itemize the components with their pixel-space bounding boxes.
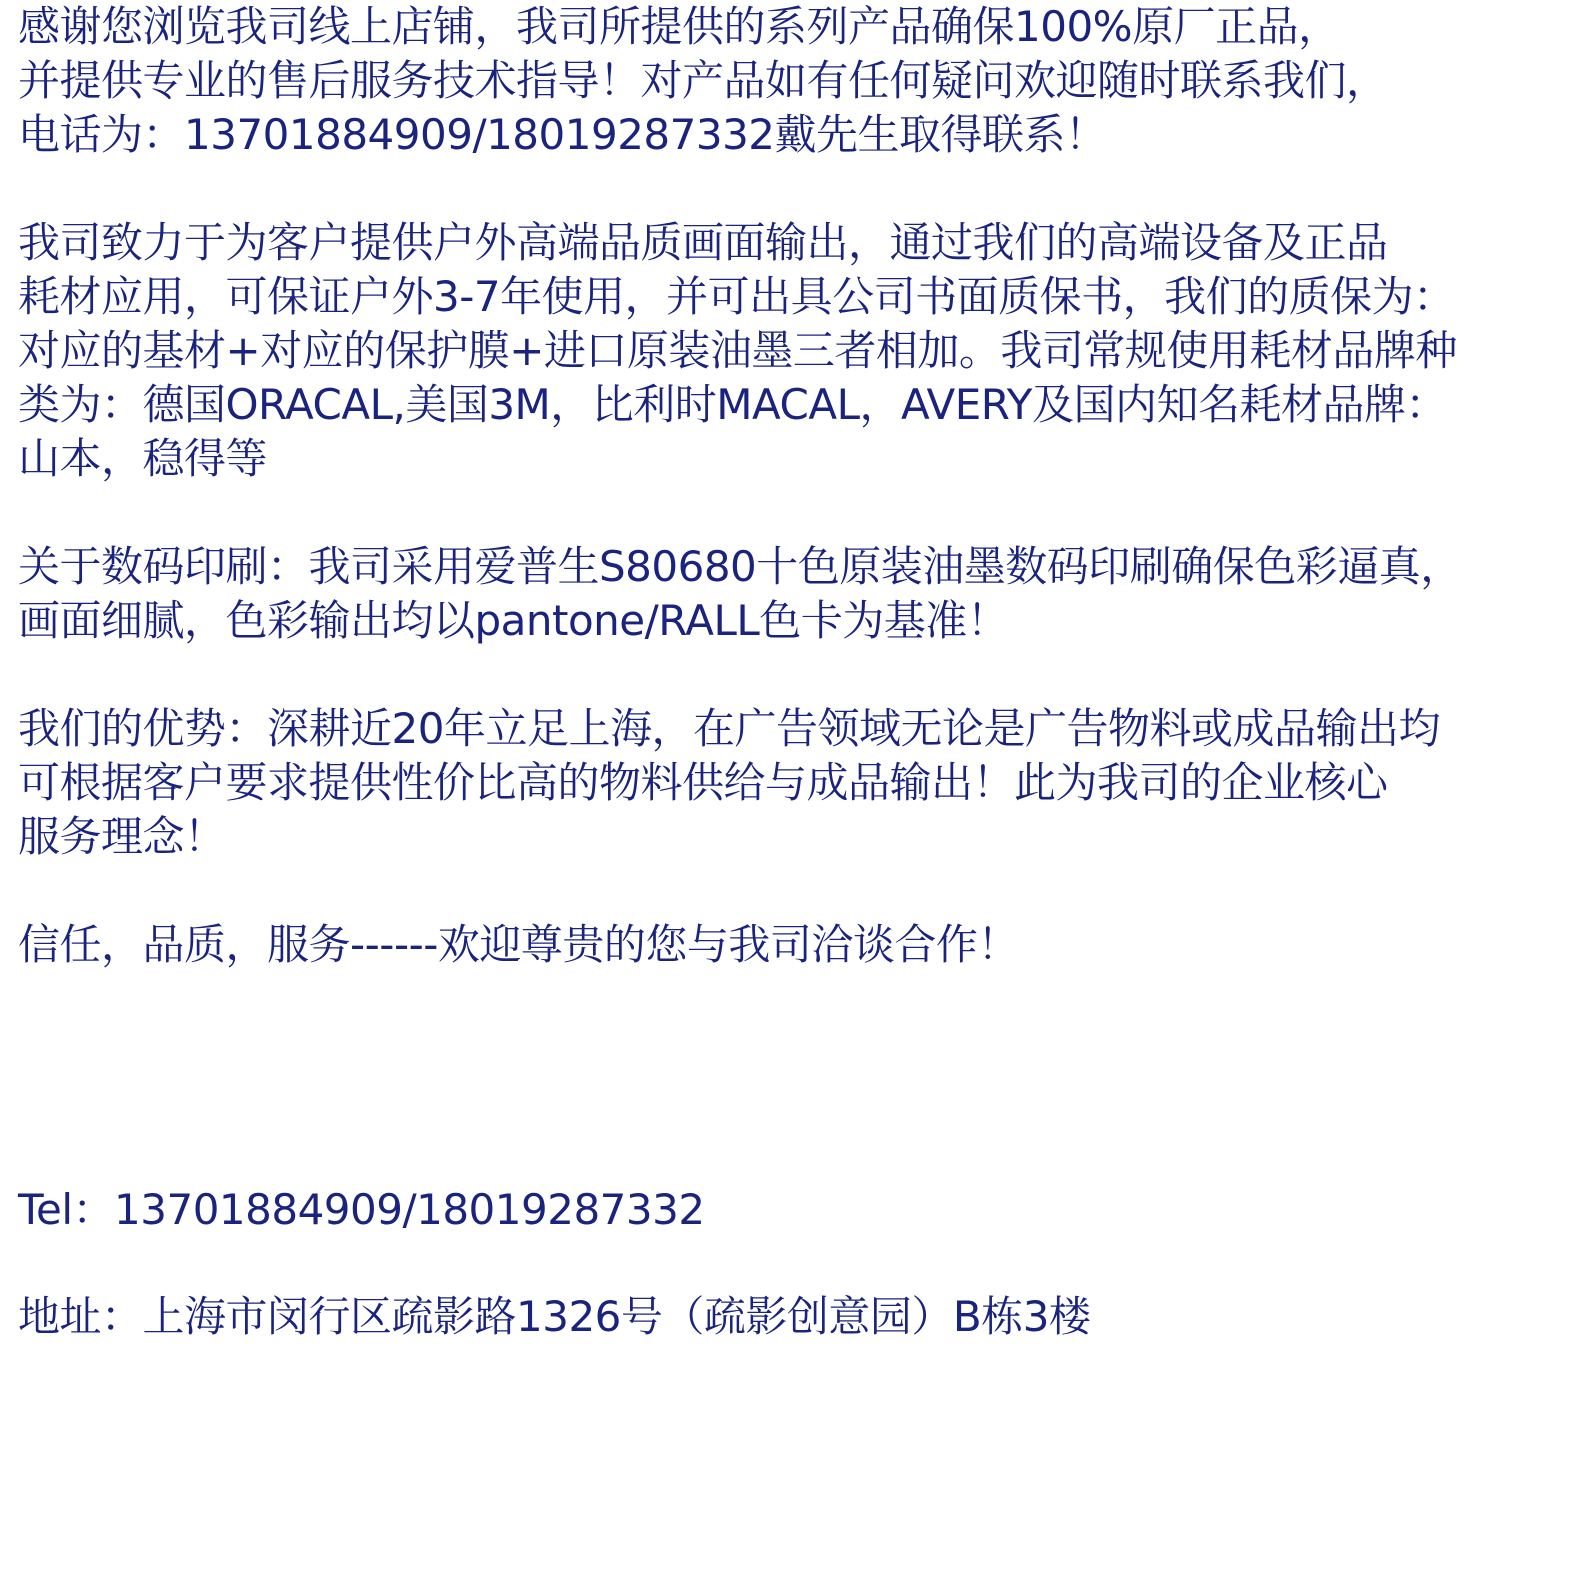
- paragraph-quality: [18, 216, 1578, 486]
- paragraph-intro: [18, 0, 1578, 162]
- text-line: 耗材应用，可保证户外3-7年使用，并可出具公司书面质保书，我们的质保为：: [18, 272, 1455, 321]
- text-line: 关于数码印刷：我司采用爱普生S80680十色原装油墨数码印刷确保色彩逼真，: [18, 542, 1462, 591]
- text-line: 服务理念！: [18, 812, 226, 861]
- contact-address: [18, 1290, 1578, 1344]
- text-line: 感谢您浏览我司线上店铺，我司所提供的系列产品确保100%原厂正品，: [18, 2, 1340, 51]
- contact-telephone: [18, 1183, 1578, 1237]
- address-line: 地址：上海市闵行区疏影路1326号（疏影创意园）B栋3楼: [18, 1292, 1091, 1341]
- text-line: 类为：德国ORACAL,美国3M，比利时MACAL，AVERY及国内知名耗材品牌：: [18, 380, 1447, 429]
- paragraph-slogan: [18, 918, 1578, 972]
- text-line: 信任，品质，服务------欢迎尊贵的您与我司洽谈合作！: [18, 920, 1019, 969]
- text-line: 并提供专业的售后服务技术指导！对产品如有任何疑问欢迎随时联系我们，: [18, 56, 1388, 105]
- telephone-line: Tel：13701884909/18019287332: [18, 1185, 705, 1234]
- text-line: 我司致力于为客户提供户外高端品质画面输出，通过我们的高端设备及正品: [18, 218, 1388, 267]
- document-body: [18, 0, 1578, 972]
- text-line: 电话为：13701884909/18019287332戴先生取得联系！: [18, 110, 1107, 159]
- text-line: 可根据客户要求提供性价比高的物料供给与成品输出！此为我司的企业核心: [18, 758, 1388, 807]
- text-line: 我们的优势：深耕近20年立足上海，在广告领域无论是广告物料或成品输出均: [18, 704, 1440, 753]
- paragraph-advantage: [18, 702, 1578, 864]
- text-line: 对应的基材+对应的保护膜+进口原装油墨三者相加。我司常规使用耗材品牌种: [18, 326, 1457, 375]
- paragraph-gap: [18, 648, 1578, 702]
- paragraph-gap: [18, 162, 1578, 216]
- text-line: 画面细腻，色彩输出均以pantone/RALL色卡为基准！: [18, 596, 1009, 645]
- paragraph-printing: [18, 540, 1578, 648]
- text-line: 山本，稳得等: [18, 434, 268, 483]
- paragraph-gap: [18, 864, 1578, 918]
- paragraph-gap: [18, 486, 1578, 540]
